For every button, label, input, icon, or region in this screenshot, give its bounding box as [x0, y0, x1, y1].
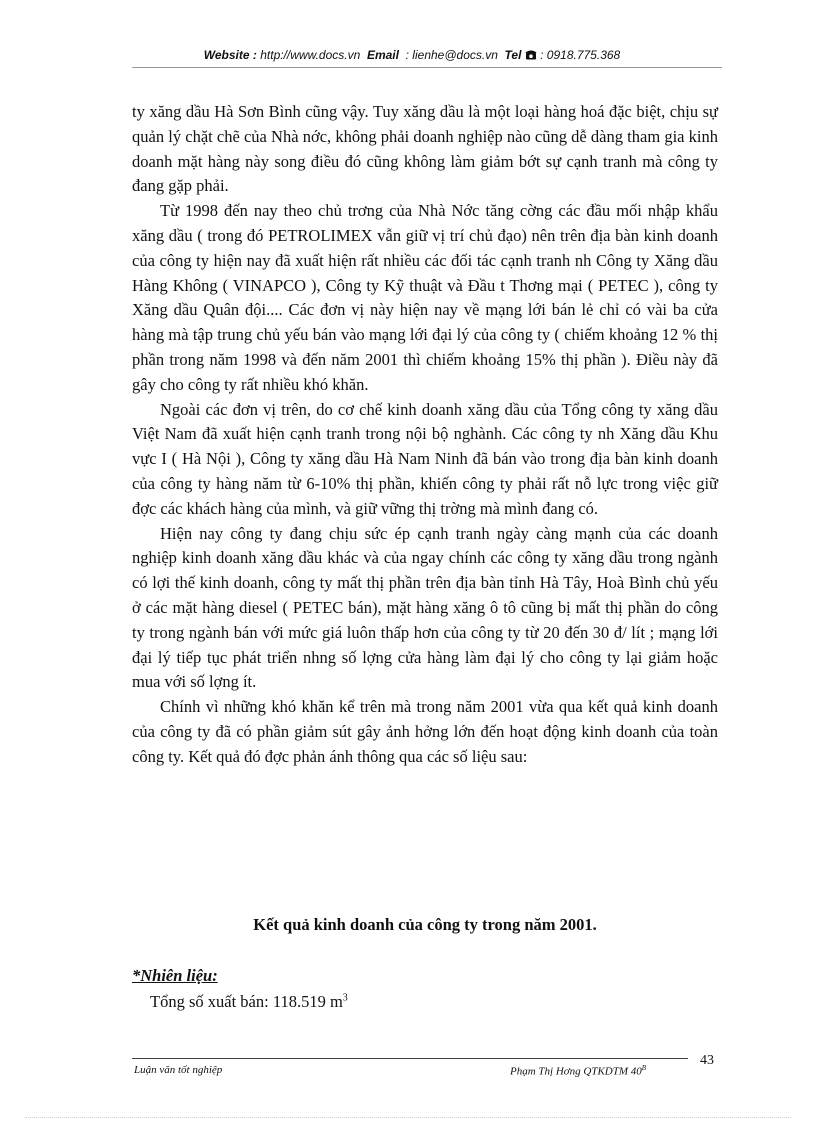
- paragraph-4: Hiện nay công ty đang chịu sức ép cạnh tranh ngày càng mạnh của các doanh nghiệp kinh doanh xăng dầu khác và của ngay chính các công ty xăng dầu trong ngành có lợi thế kinh doanh, công ty mất thị phần trên địa bàn tỉnh Hà Tây, Hoà Bình chủ yếu ở các mặt hàng diesel ( PETEC bán), mặt hàng xăng ô tô cũng bị mất thị phần do công ty trong ngành bán với mức giá luôn thấp hơn của công ty từ 20 đến 30 đ/ lít ; mạng lới đại lý tiếp tục phát triển nhng số lợng cửa hàng làm đại lý cho công ty lại giảm hoặc mua với số lợng ít.: [132, 523, 718, 692]
- page-number: 43: [700, 1053, 714, 1068]
- paragraph-5: Chính vì những khó khăn kể trên mà trong năm 2001 vừa qua kết quả kinh doanh của công ty đã có phần giảm sút gây ảnh hởng lớn đến hoạt động kinh doanh của toàn công ty. Kết quả đó đợc phản ánh thông qua các số liệu sau:: [132, 697, 718, 766]
- tel-label: Tel: [504, 48, 522, 62]
- email-value[interactable]: : lienhe@docs.vn: [405, 48, 498, 62]
- email-label: Email: [366, 48, 399, 62]
- fuel-section-label: *Nhiên liệu:: [132, 966, 218, 985]
- cubic-unit-superscript: 3: [342, 992, 348, 1004]
- header-divider: [132, 67, 722, 68]
- website-label: Website :: [203, 48, 257, 62]
- page-header: [132, 48, 692, 62]
- section-title: Kết quả kinh doanh của công ty trong năm 2001.: [253, 915, 597, 934]
- paragraph-2: Từ 1998 đến nay theo chủ trơng của Nhà Nớc tăng cờng các đầu mối nhập khẩu xăng dầu ( trong đó PETROLIMEX vẫn giữ vị trí chủ đạo) nên trên địa bàn kinh doanh của công ty hiện nay đã xuất hiện rất nhiều các đối tác cạnh tranh nh Công ty Xăng dầu Hàng Không ( VINAPCO ), Công ty Kỹ thuật và Đầu t Thơng mại ( PETEC ), công ty Xăng dầu Quân đội.... Các đơn vị này hiện nay về mạng lới bán lẻ chỉ có vài ba cửa hàng mà tập trung chủ yếu bán vào mạng lới đại lý của công ty ( chiếm khoảng 12 % thị phần trong năm 1998 và đến năm 2001 thì chiếm khoảng 15% thị phần ). Điều này đã gây cho công ty rất nhiều khó khăn.: [132, 201, 718, 394]
- paragraph-3: Ngoài các đơn vị trên, do cơ chế kinh doanh xăng dầu của Tổng công ty xăng dầu Việt Nam đã xuất hiện cạnh tranh trong nội bộ nghành. Các công ty nh Xăng dầu Khu vực I ( Hà Nội ), Công ty xăng dầu Hà Nam Ninh đã bán vào trong địa bàn kinh doanh của công ty hàng năm từ 6-10% thị phần, khiến công ty phải rất nỗ lực trong việc giữ đợc các khách hàng của mình, và giữ vững thị trờng mà mình đang có.: [132, 399, 718, 518]
- tel-value: : 0918.775.368: [540, 48, 621, 62]
- footer-author-text: Phạm Thị Hơng QTKDTM 40: [510, 1065, 642, 1078]
- page-edge: [25, 1117, 791, 1118]
- total-sales-line: [150, 992, 348, 1012]
- website-url[interactable]: http://www.docs.vn: [260, 48, 361, 62]
- footer-divider: [132, 1058, 688, 1059]
- body-text: [132, 100, 718, 770]
- footer-author-superscript: B: [641, 1064, 647, 1072]
- paragraph-1: ty xăng dầu Hà Sơn Bình cũng vậy. Tuy xăng dầu là một loại hàng hoá đặc biệt, chịu sự quản lý chặt chẽ của Nhà nớc, không phải doanh nghiệp nào cũng dễ dàng tham gia kinh doanh mặt hàng này song điều đó cũng không làm giảm bớt sự cạnh tranh mà công ty đang gặp phải.: [132, 102, 718, 196]
- phone-icon: [525, 49, 537, 60]
- footer-author: [510, 1064, 646, 1078]
- total-sales-text: Tổng số xuất bán: 118.519 m: [150, 992, 343, 1011]
- footer-thesis-label: Luận văn tốt nghiệp: [134, 1064, 223, 1076]
